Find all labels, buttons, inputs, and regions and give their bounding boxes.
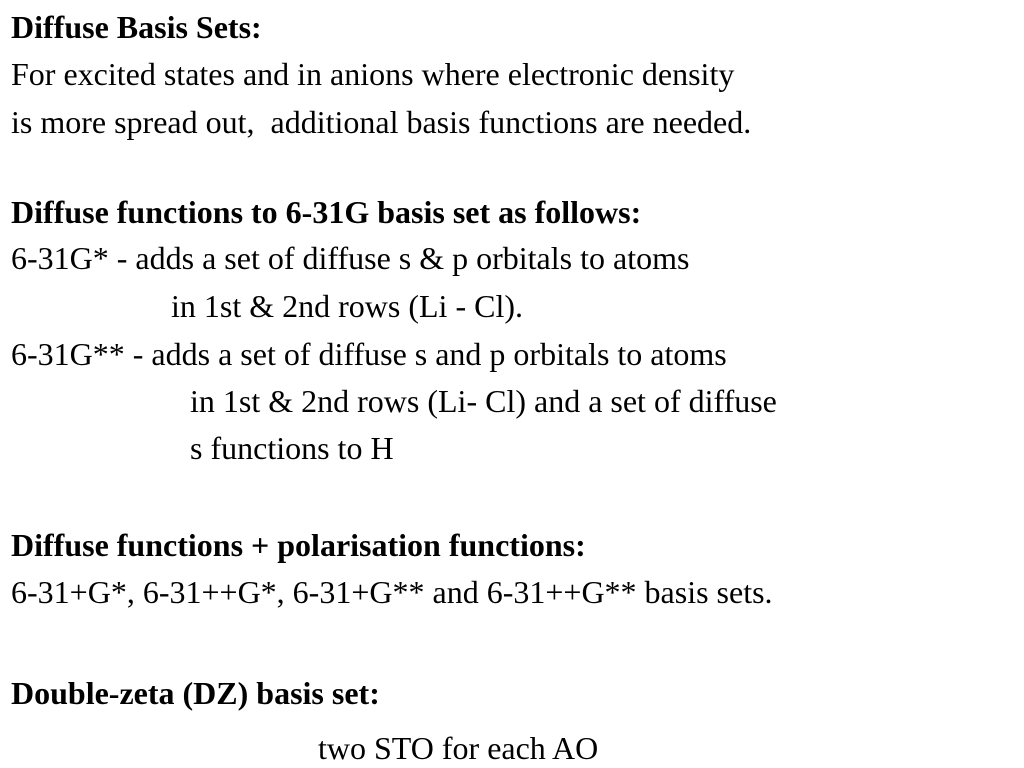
631g-star-line: 6-31G* - adds a set of diffuse s & p orbitals to atoms [11, 240, 690, 276]
diffuse-polarisation-basis-sets: 6-31+G*, 6-31++G*, 6-31+G** and 6-31++G** basis sets. [11, 574, 773, 610]
double-zeta-description: two STO for each AO [318, 730, 599, 766]
631g-star-continuation: in 1st & 2nd rows (Li - Cl). [171, 288, 523, 324]
diffuse-description-line-1: For excited states and in anions where electronic density [11, 56, 735, 92]
631g-double-star-continuation-1: in 1st & 2nd rows (Li- Cl) and a set of diffuse [190, 383, 777, 419]
heading-diffuse-functions-631g: Diffuse functions to 6-31G basis set as follows: [11, 194, 642, 230]
heading-diffuse-polarisation: Diffuse functions + polarisation functions: [11, 527, 586, 563]
631g-double-star-line: 6-31G** - adds a set of diffuse s and p orbitals to atoms [11, 336, 727, 372]
631g-double-star-continuation-2: s functions to H [190, 430, 394, 466]
heading-diffuse-basis-sets: Diffuse Basis Sets: [11, 9, 262, 45]
diffuse-description-line-2: is more spread out, additional basis functions are needed. [11, 104, 752, 140]
heading-double-zeta: Double-zeta (DZ) basis set: [11, 675, 380, 711]
